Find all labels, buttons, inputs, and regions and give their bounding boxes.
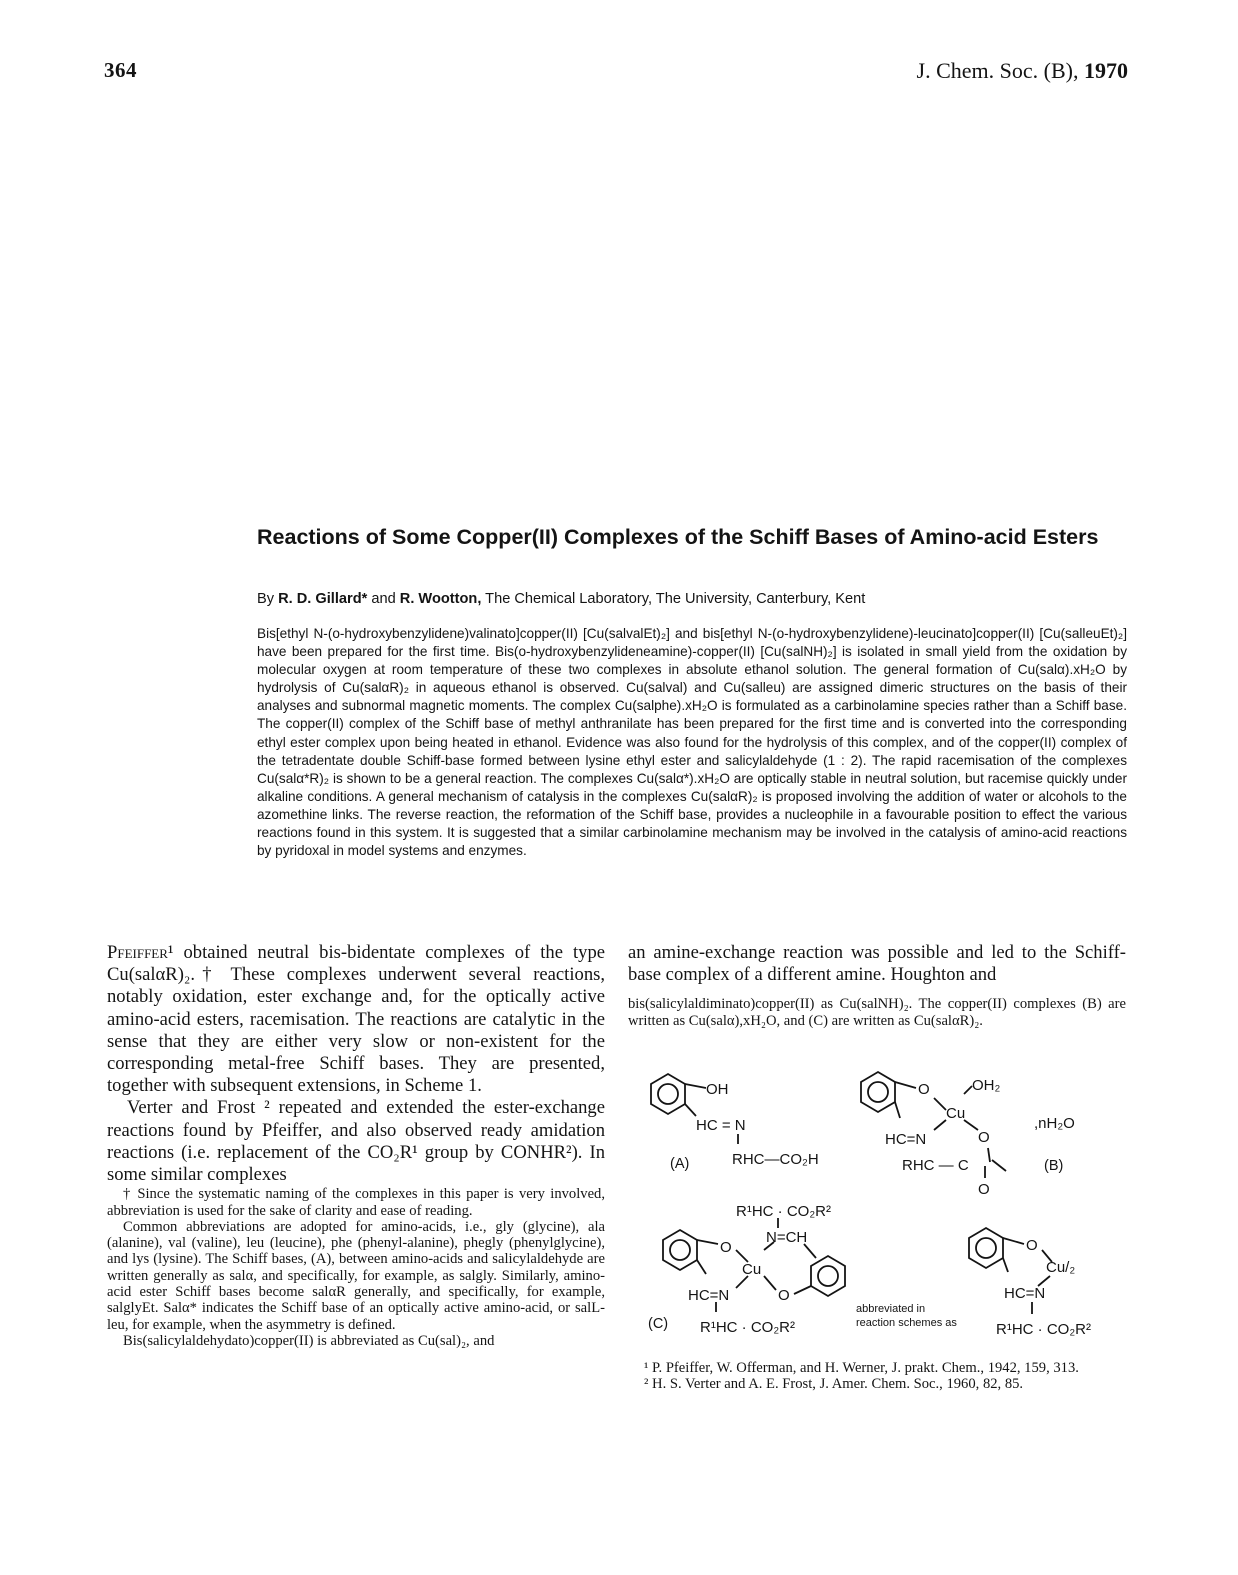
- reference-2: ² H. S. Verter and A. E. Frost, J. Amer. Chem. Soc., 1960, 82, 85.: [644, 1376, 1024, 1393]
- benzene-circle-c-right: [818, 1266, 838, 1286]
- journal-name: J. Chem. Soc. (B),: [916, 58, 1079, 83]
- journal-year: 1970: [1084, 58, 1128, 83]
- b-o-left: O: [918, 1081, 930, 1098]
- c-abbrev-r1hc-co2r2: R¹HC · CO₂R²: [996, 1321, 1091, 1338]
- footnote-continued: bis(salicylaldiminato)copper(II) as Cu(salNH)₂. The copper(II) complexes (B) are written as Cu(salα),xH₂O, and (C) are written as Cu(salαR)₂.: [628, 996, 1126, 1029]
- benzene-circle-c-left: [670, 1240, 690, 1260]
- benzene-ring-c-abbrev: [969, 1228, 1003, 1268]
- left-column: [107, 942, 605, 1349]
- label-a: (A): [670, 1156, 690, 1172]
- structure-scheme: [628, 1058, 1128, 1358]
- byline-prefix: By: [257, 591, 275, 607]
- b-rhc-c: RHC — C: [902, 1157, 969, 1174]
- c-o-left: O: [720, 1239, 732, 1256]
- abstract: Bis[ethyl N-(o-hydroxybenzylidene)valinato]copper(II) [Cu(salvalEt)₂] and bis[ethyl N-(o-hydroxybenzylidene)-leucinato]copper(II) [Cu(salleuEt)₂] have been prepared for the first time. Bis(o-hydroxybenzylideneamine)-copper(II) [Cu(salNH)₂] is isolated in small yield from the oxidation by molecular oxygen at room temperature of these two complexes in absolute ethanol solution. The general formation of Cu(salα).xH₂O by hydrolysis of Cu(salαR)₂ in aqueous ethanol is observed. Cu(salval) and Cu(salleu) are assigned dimeric structures on the basis of their analyses and subnormal magnetic moments. The complex Cu(salphe).xH₂O is formulated as a carbinolamine species rather than a Schiff base. The copper(II) complex of the Schiff base of methyl anthranilate has been prepared for the first time and is converted into the corresponding ethyl ester complex upon being heated in ethanol. Evidence was also found for the hydrolysis of this complex, and of the copper(II) complex of the tetradentate double Schiff-base formed between lysine ethyl ester and salicylaldehyde (1 : 2). The rapid racemisation of the complexes Cu(salα*R)₂ is shown to be a general reaction. The complexes Cu(salα*).xH₂O are optically stable in neutral solution, but racemise quickly under alkaline conditions. A general mechanism of catalysis in the complexes Cu(salαR)₂ is proposed involving the addition of water or alcohols to the azomethine links. The reverse reaction, the reformation of the Schiff base, provides a nucleophile in a favourable position to effect the various reactions found in this system. It is suggested that a similar carbinolamine mechanism may be involved in the catalysis of amino-acid reactions by pyridoxal in model systems and enzymes.: [257, 626, 1127, 859]
- c-abbrev-cu-half: Cu/₂: [1046, 1259, 1076, 1276]
- page-number: 364: [104, 58, 137, 82]
- structure-diagram: [628, 1058, 1128, 1358]
- journal-header: [917, 58, 1128, 84]
- c-abbrev-o: O: [1026, 1237, 1038, 1254]
- article-title: Reactions of Some Copper(II) Complexes of the Schiff Bases of Amino-acid Esters: [257, 525, 1099, 549]
- body-paragraph-2: Verter and Frost ² repeated and extended the ester-exchange reactions found by Pfeiffer, and also observed ready amidation reactions (i.e. replacement of the CO₂R¹ group by CONHR²). In some similar complexes: [107, 1097, 605, 1186]
- pfeiffer-lead: Pfeiffer: [107, 942, 168, 963]
- benzene-circle-b: [868, 1082, 888, 1102]
- footnote-dagger: † Since the systematic naming of the complexes in this paper is very involved, abbreviation is used for the sake of clarity and ease of reading.: [107, 1186, 605, 1219]
- c-abbrev-hc-n: HC=N: [1004, 1285, 1046, 1302]
- right-column: [628, 942, 1126, 1029]
- reference-1: ¹ P. Pfeiffer, W. Offerman, and H. Werner, J. prakt. Chem., 1942, 159, 313.: [644, 1360, 1079, 1376]
- body-paragraph-3: an amine-exchange reaction was possible and led to the Schiff-base complex of a different amine. Houghton and: [628, 942, 1126, 986]
- byline: [257, 591, 1137, 607]
- b-cu: Cu: [946, 1105, 966, 1122]
- b-nh2o: ,nH₂O: [1034, 1115, 1075, 1132]
- b-hc-n: HC=N: [885, 1131, 927, 1148]
- benzene-ring-b: [861, 1072, 895, 1112]
- a-oh: OH: [706, 1081, 729, 1098]
- c-r1hc-co2r2-bottom: R¹HC · CO₂R²: [700, 1319, 795, 1336]
- c-n-eq-ch: N=CH: [766, 1229, 808, 1246]
- c-cu: Cu: [742, 1261, 762, 1278]
- b-oh2: OH₂: [972, 1077, 1001, 1094]
- body-paragraph-1: [107, 942, 605, 1097]
- b-o-right: O: [978, 1129, 990, 1146]
- byline-and: and: [371, 591, 396, 607]
- author-gillard: R. D. Gillard*: [278, 591, 368, 607]
- author-wootton: R. Wootton,: [399, 591, 482, 607]
- benzene-ring-c-left: [663, 1230, 697, 1270]
- references: [628, 1360, 1126, 1393]
- a-hc-eq-n: HC = N: [696, 1117, 746, 1134]
- footnote-bis-sal: Bis(salicylaldehydato)copper(II) is abbreviated as Cu(sal)₂, and: [123, 1332, 495, 1349]
- abbrev-text-1: abbreviated in: [856, 1303, 926, 1315]
- benzene-circle-c-abbrev: [976, 1238, 996, 1258]
- benzene-ring-c-right: [811, 1256, 845, 1296]
- footnote-abbreviations: Common abbreviations are adopted for amino-acids, i.e., gly (glycine), ala (alanine), val (valine), leu (leucine), phe (phenyl-alanine), phegly (phenylglycine), and lys (lysine). The Schiff bases, (A), between amino-acids and salicylaldehyde are written generally as salα, and specifically, for example, as salgly. Similarly, amino-acid ester Schiff bases become salαR generally, and specifically, for example, salglyEt. Salα* indicates the Schiff base of an optically active amino-acid, or salL-leu, for example, when the asymmetry is defined.: [107, 1218, 605, 1333]
- abbrev-text-2: reaction schemes as: [856, 1317, 957, 1329]
- benzene-circle-a: [658, 1084, 678, 1104]
- label-c: (C): [648, 1316, 669, 1332]
- c-o-right: O: [778, 1287, 790, 1304]
- label-b: (B): [1044, 1158, 1064, 1174]
- a-rhc-co2h: RHC—CO₂H: [732, 1151, 819, 1168]
- c-hc-n: HC=N: [688, 1287, 730, 1304]
- body-paragraph-1-text: ¹ obtained neutral bis-bidentate complexes of the type Cu(salαR)₂.† These complexes underwent several reactions, notably oxidation, ester exchange and, for the optically active amino-acid esters, racemisation. The reactions are catalytic in the sense that they are either very slow or non-existent for the corresponding metal-free Schiff bases. They are presented, together with subsequent extensions, in Scheme 1.: [107, 942, 605, 1097]
- affiliation: The Chemical Laboratory, The University, Canterbury, Kent: [485, 591, 866, 607]
- c-r1hc-co2r2-top: R¹HC · CO₂R²: [736, 1203, 831, 1220]
- benzene-ring-a: [651, 1074, 685, 1114]
- b-o-bottom: O: [978, 1181, 990, 1198]
